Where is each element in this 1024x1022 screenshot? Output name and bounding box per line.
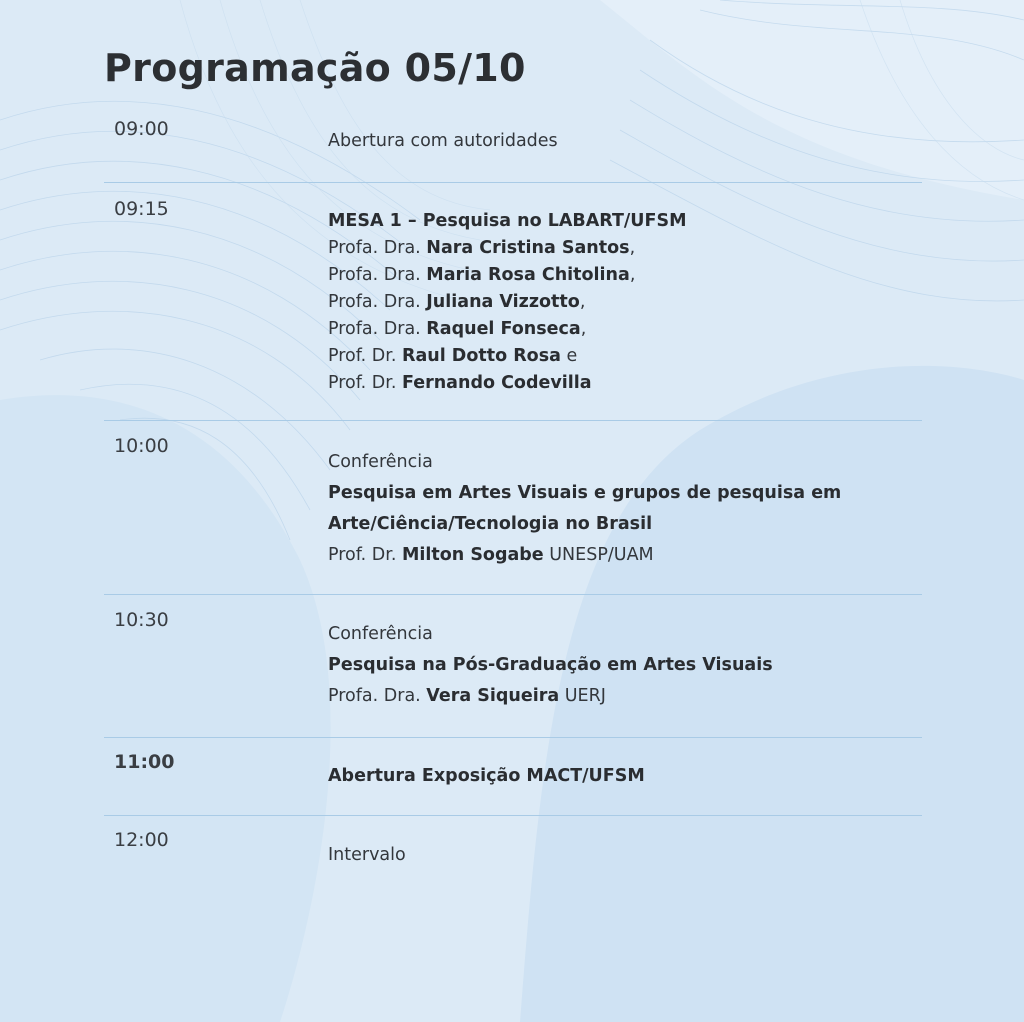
speaker-name: Maria Rosa Chitolina bbox=[426, 265, 630, 285]
speaker-suffix: , bbox=[579, 292, 586, 312]
speaker-title: Profa. Dra. bbox=[328, 319, 427, 339]
speaker-name: Nara Cristina Santos bbox=[426, 238, 630, 258]
divider bbox=[104, 594, 922, 595]
talk-title-text: Pesquisa em Artes Visuais e grupos de pesquisa em bbox=[328, 483, 842, 503]
time-label: 09:00 bbox=[114, 118, 169, 140]
talk-kind: Conferência bbox=[328, 452, 433, 472]
speaker-line bbox=[328, 370, 908, 397]
time-label: 12:00 bbox=[114, 829, 169, 851]
speaker-line bbox=[328, 289, 908, 316]
speaker-affiliation: UNESP/UAM bbox=[543, 545, 654, 565]
speaker-title: Prof. Dr. bbox=[328, 545, 402, 565]
time-label: 10:30 bbox=[114, 609, 169, 631]
speaker-name: Juliana Vizzotto bbox=[426, 292, 580, 312]
speaker-name: Milton Sogabe bbox=[401, 545, 544, 565]
schedule-description bbox=[328, 447, 908, 571]
speaker-suffix: , bbox=[629, 238, 636, 258]
time-label: 11:00 bbox=[114, 751, 175, 773]
speaker-name: Vera Siqueira bbox=[426, 686, 560, 706]
speaker-line bbox=[328, 681, 908, 712]
speaker-suffix: , bbox=[629, 265, 636, 285]
speaker-line bbox=[328, 235, 908, 262]
divider bbox=[104, 420, 922, 421]
speaker-title: Profa. Dra. bbox=[328, 265, 427, 285]
divider bbox=[104, 815, 922, 816]
activity-heading-text: Abertura Exposição MACT/UFSM bbox=[328, 766, 645, 786]
speaker-name: Raquel Fonseca bbox=[426, 319, 581, 339]
talk-title-line bbox=[328, 478, 908, 509]
speaker-title: Prof. Dr. bbox=[328, 373, 402, 393]
divider bbox=[104, 182, 922, 183]
schedule-description bbox=[328, 763, 908, 790]
speaker-title: Profa. Dra. bbox=[328, 292, 427, 312]
time-label: 09:15 bbox=[114, 198, 169, 220]
page-title: Programação 05/10 bbox=[104, 46, 526, 90]
schedule-description bbox=[328, 842, 908, 869]
speaker-line bbox=[328, 343, 908, 370]
activity-text: Abertura com autoridades bbox=[328, 131, 558, 151]
time-label: 10:00 bbox=[114, 435, 169, 457]
talk-title-text: Pesquisa na Pós-Graduação em Artes Visuais bbox=[328, 655, 773, 675]
talk-title-line bbox=[328, 650, 908, 681]
speaker-name: Raul Dotto Rosa bbox=[401, 346, 561, 366]
activity-text: Intervalo bbox=[328, 845, 406, 865]
schedule-description bbox=[328, 128, 908, 155]
speaker-title: Prof. Dr. bbox=[328, 346, 402, 366]
talk-kind: Conferência bbox=[328, 624, 433, 644]
speaker-title: Profa. Dra. bbox=[328, 686, 427, 706]
session-heading bbox=[328, 208, 908, 235]
speaker-name: Fernando Codevilla bbox=[401, 373, 592, 393]
talk-title-text: Arte/Ciência/Tecnologia no Brasil bbox=[328, 514, 653, 534]
speaker-line bbox=[328, 316, 908, 343]
speaker-title: Profa. Dra. bbox=[328, 238, 427, 258]
activity-heading bbox=[328, 763, 908, 790]
schedule-description bbox=[328, 619, 908, 712]
speaker-line bbox=[328, 262, 908, 289]
divider bbox=[104, 737, 922, 738]
speaker-suffix: e bbox=[560, 346, 578, 366]
session-heading-text: MESA 1 – Pesquisa no LABART/UFSM bbox=[328, 211, 687, 231]
speaker-line bbox=[328, 540, 908, 571]
schedule-description bbox=[328, 208, 908, 397]
speaker-affiliation: UERJ bbox=[559, 686, 606, 706]
speaker-suffix: , bbox=[580, 319, 587, 339]
talk-title-line bbox=[328, 509, 908, 540]
